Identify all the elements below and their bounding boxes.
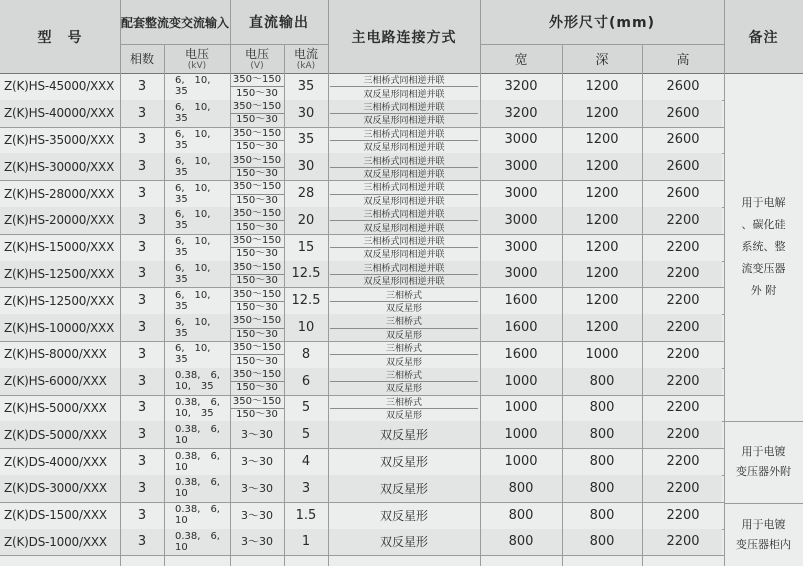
cell-height: 2200 [666, 239, 700, 255]
cell-current: 12.5 [291, 266, 321, 282]
cell-current: 35 [297, 132, 315, 148]
cell-phases: 3 [137, 373, 147, 389]
cell-model: Z(K)HS-40000/XXX [4, 106, 115, 121]
cell-width: 3000 [504, 239, 538, 255]
cell-current: 8 [301, 346, 311, 362]
cell-ac-voltage: 6, 10, 35 [175, 262, 211, 285]
cell-depth: 1200 [585, 239, 619, 255]
cell-model: Z(K)HS-10000/XXX [4, 320, 115, 335]
cell-height: 2600 [666, 132, 700, 148]
cell-current: 4 [301, 454, 311, 470]
cell-height: 2600 [666, 78, 700, 94]
header-size: 外形尺寸(mm) [549, 15, 655, 31]
cell-width: 3000 [504, 266, 538, 282]
cell-circuit: 双反星形 [379, 455, 428, 470]
cell-dc-voltage-2: 150～30 [236, 167, 278, 179]
cell-depth: 800 [589, 400, 615, 416]
cell-phases: 3 [137, 159, 147, 175]
cell-ac-voltage: 6, 10, 35 [175, 75, 211, 98]
cell-width: 3200 [504, 105, 538, 121]
cell-circuit-2: 双反星形同相逆并联 [363, 143, 445, 154]
cell-dc-voltage-2: 150～30 [236, 248, 278, 260]
cell-circuit-2: 双反星形 [385, 384, 422, 395]
cell-model: Z(K)HS-28000/XXX [4, 186, 115, 201]
cell-phases: 3 [137, 132, 147, 148]
cell-ac-voltage: 0.38, 6, 10, 35 [175, 370, 220, 393]
cell-dc-voltage: 3～30 [241, 535, 273, 549]
cell-width: 1600 [504, 346, 538, 362]
cell-dc-voltage-1: 350～150 [232, 208, 282, 220]
cell-dc-voltage-2: 150～30 [236, 409, 278, 421]
cell-height: 2200 [666, 266, 700, 282]
cell-depth: 1000 [585, 346, 619, 362]
cell-height: 2200 [666, 320, 700, 336]
cell-dc-voltage-1: 350～150 [232, 154, 282, 166]
cell-phases: 3 [137, 346, 147, 362]
cell-ac-voltage: 0.38, 6, 10 [175, 450, 220, 473]
cell-circuit-1: 三相桥式同相逆并联 [363, 210, 445, 221]
cell-circuit-2: 双反星形同相逆并联 [363, 277, 445, 288]
cell-current: 10 [297, 320, 315, 336]
cell-circuit-2: 双反星形 [385, 330, 422, 341]
cell-depth: 800 [589, 427, 615, 443]
cell-width: 800 [508, 534, 534, 550]
cell-height: 2200 [666, 507, 700, 523]
cell-model: Z(K)HS-15000/XXX [4, 240, 115, 255]
cell-circuit-1: 三相桥式 [385, 397, 422, 408]
cell-height: 2600 [666, 186, 700, 202]
header-ac-voltage: 电压 [184, 46, 209, 61]
cell-dc-voltage-2: 150～30 [236, 301, 278, 313]
cell-width: 800 [508, 480, 534, 496]
cell-phases: 3 [137, 239, 147, 255]
header-height: 高 [676, 53, 690, 68]
cell-circuit-2: 双反星形 [385, 303, 422, 314]
cell-dc-voltage-1: 350～150 [232, 315, 282, 327]
cell-ac-voltage: 6, 10, 35 [175, 289, 211, 312]
cell-circuit-1: 三相桥式同相逆并联 [363, 102, 445, 113]
cell-depth: 1200 [585, 212, 619, 228]
cell-phases: 3 [137, 454, 147, 470]
cell-width: 1000 [504, 373, 538, 389]
cell-width: 1000 [504, 400, 538, 416]
cell-phases: 3 [137, 320, 147, 336]
cell-width: 3000 [504, 212, 538, 228]
cell-height: 2200 [666, 212, 700, 228]
cell-height: 2200 [666, 454, 700, 470]
cell-dc-voltage-2: 150～30 [236, 382, 278, 394]
cell-phases: 3 [137, 186, 147, 202]
cell-circuit-2: 双反星形同相逆并联 [363, 116, 445, 127]
header-ac-input: 配套整流变交流输入 [120, 15, 229, 30]
cell-height: 2600 [666, 159, 700, 175]
remark-plating-external: 用于电镀 变压器外附 [736, 445, 791, 478]
cell-width: 3000 [504, 132, 538, 148]
cell-ac-voltage: 0.38, 6, 10 [175, 530, 220, 553]
header-remark: 备注 [748, 29, 779, 46]
cell-dc-voltage-2: 150～30 [236, 328, 278, 340]
header-depth: 深 [595, 53, 609, 68]
cell-dc-voltage-2: 150～30 [236, 141, 278, 153]
cell-depth: 800 [589, 373, 615, 389]
cell-depth: 1200 [585, 132, 619, 148]
cell-model: Z(K)DS-5000/XXX [4, 427, 107, 442]
header-dc-voltage-unit: (V) [250, 61, 264, 71]
cell-model: Z(K)HS-35000/XXX [4, 132, 115, 147]
cell-phases: 3 [137, 427, 147, 443]
cell-depth: 800 [589, 534, 615, 550]
cell-circuit-1: 三相桥式同相逆并联 [363, 156, 445, 167]
cell-depth: 1200 [585, 159, 619, 175]
cell-current: 15 [297, 239, 315, 255]
cell-dc-voltage: 3～30 [241, 508, 273, 522]
cell-model: Z(K)HS-12500/XXX [4, 266, 115, 281]
cell-depth: 1200 [585, 105, 619, 121]
header-circuit: 主电路连接方式 [351, 29, 457, 46]
cell-model: Z(K)HS-8000/XXX [4, 347, 107, 362]
cell-depth: 1200 [585, 186, 619, 202]
cell-dc-voltage-1: 350～150 [232, 181, 282, 193]
cell-current: 1 [301, 534, 311, 550]
cell-ac-voltage: 6, 10, 35 [175, 209, 211, 232]
cell-current: 5 [301, 427, 311, 443]
cell-circuit-1: 三相桥式同相逆并联 [363, 263, 445, 274]
cell-height: 2200 [666, 534, 700, 550]
cell-current: 35 [297, 78, 315, 94]
cell-model: Z(K)HS-45000/XXX [4, 79, 115, 94]
cell-phases: 3 [137, 266, 147, 282]
cell-circuit-1: 三相桥式 [385, 290, 422, 301]
cell-ac-voltage: 0.38, 6, 10 [175, 504, 220, 527]
cell-ac-voltage: 0.38, 6, 10 [175, 477, 220, 500]
cell-dc-voltage-1: 350～150 [232, 288, 282, 300]
remark-electrolysis: 用于电解 、碳化硅 系统、整 流变压器 外 附 [741, 196, 786, 297]
header-phases: 相数 [129, 52, 154, 66]
cell-dc-voltage-2: 150～30 [236, 87, 278, 99]
cell-circuit-1: 三相桥式同相逆并联 [363, 129, 445, 140]
cell-phases: 3 [137, 78, 147, 94]
cell-circuit: 双反星形 [379, 481, 428, 496]
cell-dc-voltage-1: 350～150 [232, 74, 282, 86]
cell-phases: 3 [137, 105, 147, 121]
cell-circuit-2: 双反星形同相逆并联 [363, 250, 445, 261]
cell-depth: 800 [589, 454, 615, 470]
cell-dc-voltage-2: 150～30 [236, 194, 278, 206]
cell-dc-voltage-1: 350～150 [232, 342, 282, 354]
cell-circuit-2: 双反星形同相逆并联 [363, 223, 445, 234]
cell-model: Z(K)HS-20000/XXX [4, 213, 115, 228]
cell-model: Z(K)HS-6000/XXX [4, 374, 107, 389]
cell-current: 1.5 [295, 507, 317, 523]
cell-dc-voltage: 3～30 [241, 455, 273, 469]
cell-phases: 3 [137, 293, 147, 309]
cell-phases: 3 [137, 480, 147, 496]
cell-circuit-2: 双反星形同相逆并联 [363, 196, 445, 207]
cell-dc-voltage-1: 350～150 [232, 395, 282, 407]
cell-circuit-2: 双反星形同相逆并联 [363, 169, 445, 180]
cell-width: 800 [508, 507, 534, 523]
cell-phases: 3 [137, 400, 147, 416]
cell-ac-voltage: 6, 10, 35 [175, 236, 211, 259]
cell-circuit-2: 双反星形 [385, 411, 422, 422]
cell-current: 12.5 [291, 293, 321, 309]
cell-current: 6 [301, 373, 311, 389]
cell-height: 2200 [666, 373, 700, 389]
cell-model: Z(K)DS-3000/XXX [4, 481, 107, 496]
cell-height: 2200 [666, 293, 700, 309]
cell-circuit-1: 三相桥式 [385, 344, 422, 355]
cell-ac-voltage: 6, 10, 35 [175, 128, 211, 151]
cell-depth: 1200 [585, 320, 619, 336]
cell-circuit-1: 三相桥式 [385, 370, 422, 381]
header-dc-output: 直流输出 [249, 15, 309, 31]
header-ac-voltage-unit: (kV) [187, 61, 207, 71]
cell-circuit: 双反星形 [379, 535, 428, 550]
cell-height: 2600 [666, 105, 700, 121]
cell-dc-voltage: 3～30 [241, 428, 273, 442]
cell-dc-voltage-1: 350～150 [232, 127, 282, 139]
cell-width: 1000 [504, 427, 538, 443]
cell-current: 3 [301, 480, 311, 496]
cell-dc-voltage-1: 350～150 [232, 261, 282, 273]
cell-current: 20 [297, 212, 315, 228]
cell-dc-voltage-1: 350～150 [232, 100, 282, 112]
cell-ac-voltage: 0.38, 6, 10, 35 [175, 396, 220, 419]
cell-phases: 3 [137, 212, 147, 228]
header-model: 型 号 [37, 29, 83, 46]
cell-height: 2200 [666, 400, 700, 416]
cell-width: 1000 [504, 454, 538, 470]
cell-dc-voltage: 3～30 [241, 481, 273, 495]
cell-current: 5 [301, 400, 311, 416]
header-dc-voltage: 电压 [244, 46, 269, 61]
cell-circuit-1: 三相桥式 [385, 317, 422, 328]
cell-dc-voltage-1: 350～150 [232, 368, 282, 380]
cell-dc-voltage-2: 150～30 [236, 221, 278, 233]
cell-dc-voltage-1: 350～150 [232, 234, 282, 246]
cell-width: 3200 [504, 78, 538, 94]
cell-width: 3000 [504, 159, 538, 175]
cell-ac-voltage: 6, 10, 35 [175, 102, 211, 125]
cell-ac-voltage: 6, 10, 35 [175, 182, 211, 205]
cell-model: Z(K)DS-1000/XXX [4, 534, 107, 549]
cell-model: Z(K)HS-5000/XXX [4, 400, 107, 415]
cell-current: 30 [297, 105, 315, 121]
cell-ac-voltage: 6, 10, 35 [175, 316, 211, 339]
header-dc-current-unit: (kA) [296, 61, 316, 71]
cell-height: 2200 [666, 346, 700, 362]
remark-plating-cabinet: 用于电镀 变压器柜内 [736, 517, 791, 551]
cell-model: Z(K)DS-1500/XXX [4, 508, 107, 523]
cell-current: 28 [297, 186, 315, 202]
header-width: 宽 [514, 53, 528, 68]
cell-depth: 1200 [585, 266, 619, 282]
cell-dc-voltage-2: 150～30 [236, 114, 278, 126]
cell-depth: 1200 [585, 293, 619, 309]
cell-ac-voltage: 6, 10, 35 [175, 343, 211, 366]
cell-ac-voltage: 6, 10, 35 [175, 155, 211, 178]
cell-dc-voltage-2: 150～30 [236, 355, 278, 367]
cell-model: Z(K)HS-12500/XXX [4, 293, 115, 308]
cell-phases: 3 [137, 507, 147, 523]
cell-width: 3000 [504, 186, 538, 202]
cell-model: Z(K)HS-30000/XXX [4, 159, 115, 174]
header-dc-current: 电流 [293, 46, 318, 61]
cell-circuit: 双反星形 [379, 428, 428, 443]
cell-width: 1600 [504, 320, 538, 336]
cell-current: 30 [297, 159, 315, 175]
cell-depth: 1200 [585, 78, 619, 94]
cell-height: 2200 [666, 427, 700, 443]
cell-depth: 800 [589, 480, 615, 496]
cell-circuit-2: 双反星形同相逆并联 [363, 89, 445, 100]
cell-circuit-1: 三相桥式同相逆并联 [363, 76, 445, 87]
cell-height: 2200 [666, 480, 700, 496]
cell-dc-voltage-2: 150～30 [236, 275, 278, 287]
cell-model: Z(K)DS-4000/XXX [4, 454, 107, 469]
cell-phases: 3 [137, 534, 147, 550]
cell-circuit-1: 三相桥式同相逆并联 [363, 183, 445, 194]
cell-ac-voltage: 0.38, 6, 10 [175, 423, 220, 446]
cell-circuit-2: 双反星形 [385, 357, 422, 368]
cell-circuit: 双反星形 [379, 508, 428, 523]
cell-width: 1600 [504, 293, 538, 309]
cell-circuit-1: 三相桥式同相逆并联 [363, 236, 445, 247]
cell-depth: 800 [589, 507, 615, 523]
